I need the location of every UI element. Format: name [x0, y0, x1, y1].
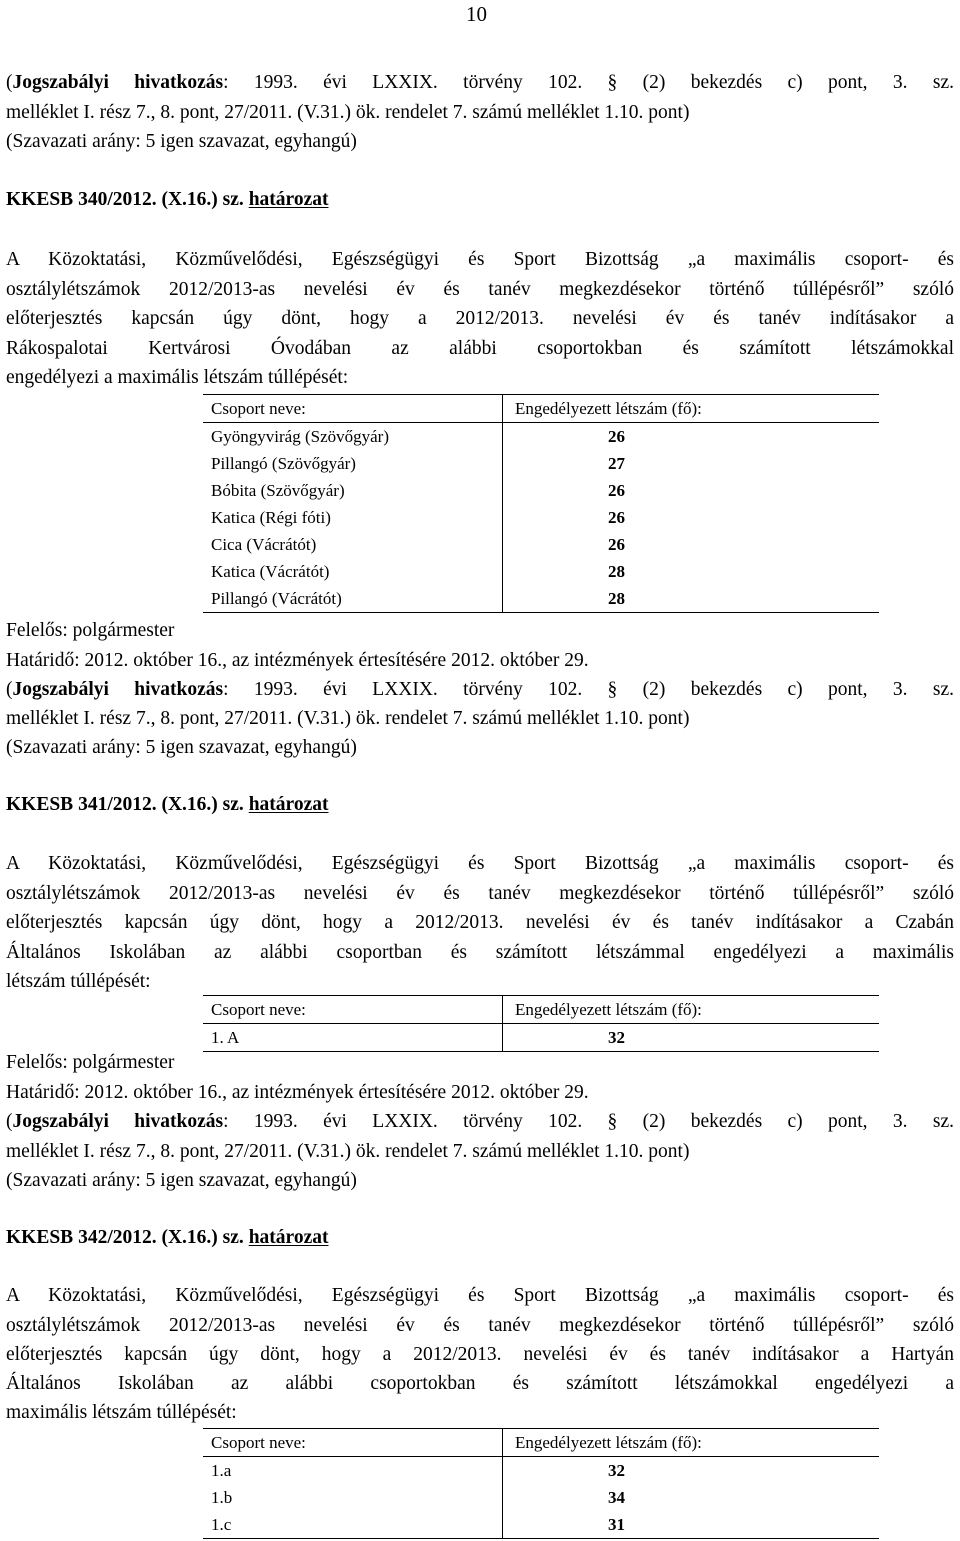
resolution-body-line: létszám túllépését: — [6, 971, 151, 992]
group-count: 26 — [503, 531, 880, 558]
group-count: 32 — [503, 1024, 880, 1052]
column-header-count: Engedélyezett létszám (fő): — [503, 395, 880, 423]
resolution-body-line: osztálylétszámok 2012/2013-as nevelési év és tanév megkezdésekor történő túllépésről” szóló — [6, 1315, 954, 1336]
page-number: 10 — [466, 2, 487, 26]
legal-reference-line: (Jogszabályi hivatkozás: 1993. évi LXXIX. törvény 102. § (2) bekezdés c) pont, 3. sz. — [6, 72, 954, 93]
table-row — [203, 504, 879, 531]
vote-ratio: (Szavazati arány: 5 igen szavazat, egyhangú) — [6, 1170, 357, 1191]
group-limits-table — [203, 1428, 879, 1539]
table-header-row — [203, 395, 879, 423]
table-header-row — [203, 1429, 879, 1457]
resolution-body-line: osztálylétszámok 2012/2013-as nevelési év és tanév megkezdésekor történő túllépésről” szóló — [6, 279, 954, 300]
group-name: 1. A — [203, 1024, 503, 1052]
resolution-body-line: A Közoktatási, Közművelődési, Egészségügyi és Sport Bizottság „a maximális csoport- és — [6, 853, 954, 874]
group-count: 32 — [503, 1457, 880, 1485]
group-count: 27 — [503, 450, 880, 477]
vote-ratio: (Szavazati arány: 5 igen szavazat, egyhangú) — [6, 131, 357, 152]
group-name: Katica (Vácrátót) — [211, 561, 330, 581]
group-name: 1.b — [211, 1487, 233, 1507]
group-count: 26 — [503, 477, 880, 504]
group-count: 26 — [503, 504, 880, 531]
resolution-body-line: előterjesztés kapcsán úgy dönt, hogy a 2012/2013. nevelési év és tanév indításakor a Czabán — [6, 912, 954, 933]
group-count: 28 — [503, 558, 880, 585]
group-limits-table — [203, 995, 879, 1052]
group-name: Cica (Vácrátót) — [211, 534, 317, 554]
column-header-group: Csoport neve: — [203, 996, 503, 1024]
table-row — [203, 558, 879, 585]
resolution-body-line: Általános Iskolában az alábbi csoportban és számított létszámmal engedélyezi a maximális — [6, 942, 954, 963]
group-count: 26 — [503, 423, 880, 451]
group-count: 34 — [503, 1484, 880, 1511]
table-row — [203, 531, 879, 558]
resolution-title: KKESB 341/2012. (X.16.) sz. határozat — [6, 794, 329, 815]
table-row — [203, 1024, 879, 1052]
resolution-title: KKESB 340/2012. (X.16.) sz. határozat — [6, 189, 329, 210]
responsible: Felelős: polgármester — [6, 620, 175, 641]
group-count: 28 — [503, 585, 880, 613]
table-row — [203, 450, 879, 477]
responsible: Felelős: polgármester — [6, 1052, 175, 1073]
group-name: 1.c — [203, 1511, 503, 1539]
table-row — [203, 585, 879, 613]
table-row — [203, 477, 879, 504]
resolution-body-line: előterjesztés kapcsán úgy dönt, hogy a 2012/2013. nevelési év és tanév indításakor a — [6, 308, 954, 329]
group-name: Katica (Régi fóti) — [211, 507, 331, 527]
table-row — [203, 1484, 879, 1511]
deadline: Határidő: 2012. október 16., az intézmények értesítésére 2012. október 29. — [6, 1082, 589, 1103]
resolution-body-line: A Közoktatási, Közművelődési, Egészségügyi és Sport Bizottság „a maximális csoport- és — [6, 249, 954, 270]
legal-reference-line-2: melléklet I. rész 7., 8. pont, 27/2011. (V.31.) ök. rendelet 7. számú melléklet 1.10. pont) — [6, 1141, 690, 1162]
column-header-group: Csoport neve: — [203, 1429, 503, 1457]
group-limits-table — [203, 394, 879, 613]
table-row — [203, 423, 879, 451]
deadline: Határidő: 2012. október 16., az intézmények értesítésére 2012. október 29. — [6, 650, 589, 671]
group-count: 31 — [503, 1511, 880, 1539]
legal-reference-line-2: melléklet I. rész 7., 8. pont, 27/2011. (V.31.) ök. rendelet 7. számú melléklet 1.10. pont) — [6, 102, 690, 123]
resolution-body-line: A Közoktatási, Közművelődési, Egészségügyi és Sport Bizottság „a maximális csoport- és — [6, 1285, 954, 1306]
table-header-row — [203, 996, 879, 1024]
group-name: 1.a — [211, 1460, 232, 1480]
legal-reference-line: (Jogszabályi hivatkozás: 1993. évi LXXIX. törvény 102. § (2) bekezdés c) pont, 3. sz. — [6, 1111, 954, 1132]
resolution-body-line: engedélyezi a maximális létszám túllépését: — [6, 367, 349, 388]
column-header-count: Engedélyezett létszám (fő): — [503, 1429, 880, 1457]
group-name: Pillangó (Vácrátót) — [203, 585, 503, 613]
table-row — [203, 1511, 879, 1539]
vote-ratio: (Szavazati arány: 5 igen szavazat, egyhangú) — [6, 737, 357, 758]
resolution-body-line: Rákospalotai Kertvárosi Óvodában az alábbi csoportokban és számított létszámokkal — [6, 338, 954, 359]
resolution-body-line: maximális létszám túllépését: — [6, 1402, 237, 1423]
group-name: Bóbita (Szövőgyár) — [211, 480, 345, 500]
group-name: Pillangó (Szövőgyár) — [211, 453, 356, 473]
legal-reference-line: (Jogszabályi hivatkozás: 1993. évi LXXIX. törvény 102. § (2) bekezdés c) pont, 3. sz. — [6, 679, 954, 700]
group-name: Gyöngyvirág (Szövőgyár) — [211, 426, 389, 446]
table-row — [203, 1457, 879, 1485]
resolution-body-line: előterjesztés kapcsán úgy dönt, hogy a 2012/2013. nevelési év és tanév indításakor a Hartyán — [6, 1344, 954, 1365]
legal-reference-line-2: melléklet I. rész 7., 8. pont, 27/2011. (V.31.) ök. rendelet 7. számú melléklet 1.10. pont) — [6, 708, 690, 729]
column-header-count: Engedélyezett létszám (fő): — [503, 996, 880, 1024]
resolution-body-line: Általános Iskolában az alábbi csoportokban és számított létszámokkal engedélyezi a — [6, 1373, 954, 1394]
resolution-body-line: osztálylétszámok 2012/2013-as nevelési év és tanév megkezdésekor történő túllépésről” szóló — [6, 883, 954, 904]
resolution-title: KKESB 342/2012. (X.16.) sz. határozat — [6, 1227, 329, 1248]
column-header-group: Csoport neve: — [203, 395, 503, 423]
